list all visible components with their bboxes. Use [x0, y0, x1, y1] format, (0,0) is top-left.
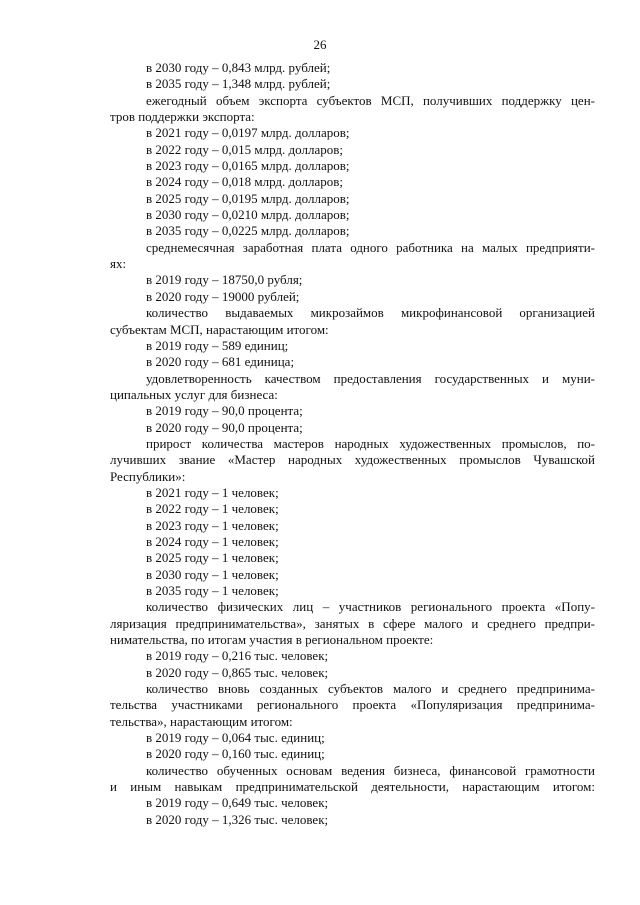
text-line: удовлетворенность качеством предоставления государственных и муни- [146, 370, 595, 386]
text-line: количество вновь созданных субъектов малого и среднего предпринима- [146, 681, 595, 697]
text-line: в 2022 году – 0,015 млрд. долларов; [146, 141, 343, 157]
text-line: в 2035 году – 1,348 млрд. рублей; [146, 76, 331, 92]
text-line: в 2019 году – 0,649 тыс. человек; [146, 795, 329, 811]
text-line: ежегодный объем экспорта субъектов МСП, получивших поддержку цен- [146, 92, 595, 108]
text-line: в 2019 году – 589 единиц; [146, 337, 289, 353]
text-line: в 2019 году – 18750,0 рубля; [146, 272, 303, 288]
text-line: в 2030 году – 1 человек; [146, 566, 279, 582]
text-line: в 2021 году – 0,0197 млрд. долларов; [146, 125, 350, 141]
text-line: среднемесячная заработная плата одного работника на малых предприяти- [146, 239, 595, 255]
text-line: в 2020 году – 90,0 процента; [146, 419, 303, 435]
text-line: в 2021 году – 1 человек; [146, 484, 279, 500]
text-line: в 2020 году – 0,160 тыс. единиц; [146, 746, 325, 762]
text-line: в 2030 году – 0,843 млрд. рублей; [146, 60, 331, 75]
text-line: количество физических лиц – участников регионального проекта «Попу- [146, 599, 595, 615]
text-line: в 2020 году – 1,326 тыс. человек; [146, 811, 329, 827]
text-line: Республики»: [110, 468, 186, 484]
text-line: тельства участниками регионального проекта «Популяризация предпринима- [110, 697, 595, 713]
text-line: в 2024 году – 1 человек; [146, 533, 279, 549]
text-line: в 2020 году – 0,865 тыс. человек; [146, 664, 329, 680]
text-line: лучивших звание «Мастер народных художественных промыслов Чувашской [110, 452, 595, 468]
page-number: 26 [313, 37, 327, 52]
text-line: количество выдаваемых микрозаймов микрофинансовой организацией [146, 305, 595, 321]
text-line: ях: [110, 256, 127, 272]
text-line: в 2020 году – 681 единица; [146, 354, 295, 370]
text-line: в 2024 году – 0,018 млрд. долларов; [146, 174, 343, 190]
text-line: в 2020 году – 19000 рублей; [146, 288, 300, 304]
text-line: ляризация предпринимательства», занятых в сфере малого и среднего предпри- [110, 615, 595, 631]
text-line: в 2019 году – 90,0 процента; [146, 403, 303, 419]
text-line: в 2025 году – 0,0195 млрд. долларов; [146, 190, 350, 206]
text-line: и иным навыкам предпринимательской деятельности, нарастающим итогом: [110, 779, 595, 795]
text-line: тров поддержки экспорта: [110, 109, 255, 125]
text-line: в 2023 году – 0,0165 млрд. долларов; [146, 158, 350, 174]
text-line: нимательства, по итогам участия в региональном проекте: [110, 632, 434, 648]
text-line: тельства», нарастающим итогом: [110, 713, 293, 729]
text-line: в 2035 году – 0,0225 млрд. долларов; [146, 223, 350, 239]
text-line: в 2035 году – 1 человек; [146, 583, 279, 598]
text-line: в 2030 году – 0,0210 млрд. долларов; [146, 207, 350, 223]
text-line: в 2019 году – 0,216 тыс. человек; [146, 648, 329, 664]
text-line: прирост количества мастеров народных художественных промыслов, по- [146, 435, 595, 451]
text-line: в 2022 году – 1 человек; [146, 501, 279, 517]
text-line: ципальных услуг для бизнеса: [110, 386, 278, 402]
text-line: количество обученных основам ведения бизнеса, финансовой грамотности [146, 762, 595, 778]
text-line: в 2023 году – 1 человек; [146, 517, 279, 533]
document-body [110, 60, 595, 828]
text-line: субъектам МСП, нарастающим итогом: [110, 321, 329, 337]
text-line: в 2025 году – 1 человек; [146, 550, 279, 566]
text-line: в 2019 году – 0,064 тыс. единиц; [146, 730, 325, 746]
